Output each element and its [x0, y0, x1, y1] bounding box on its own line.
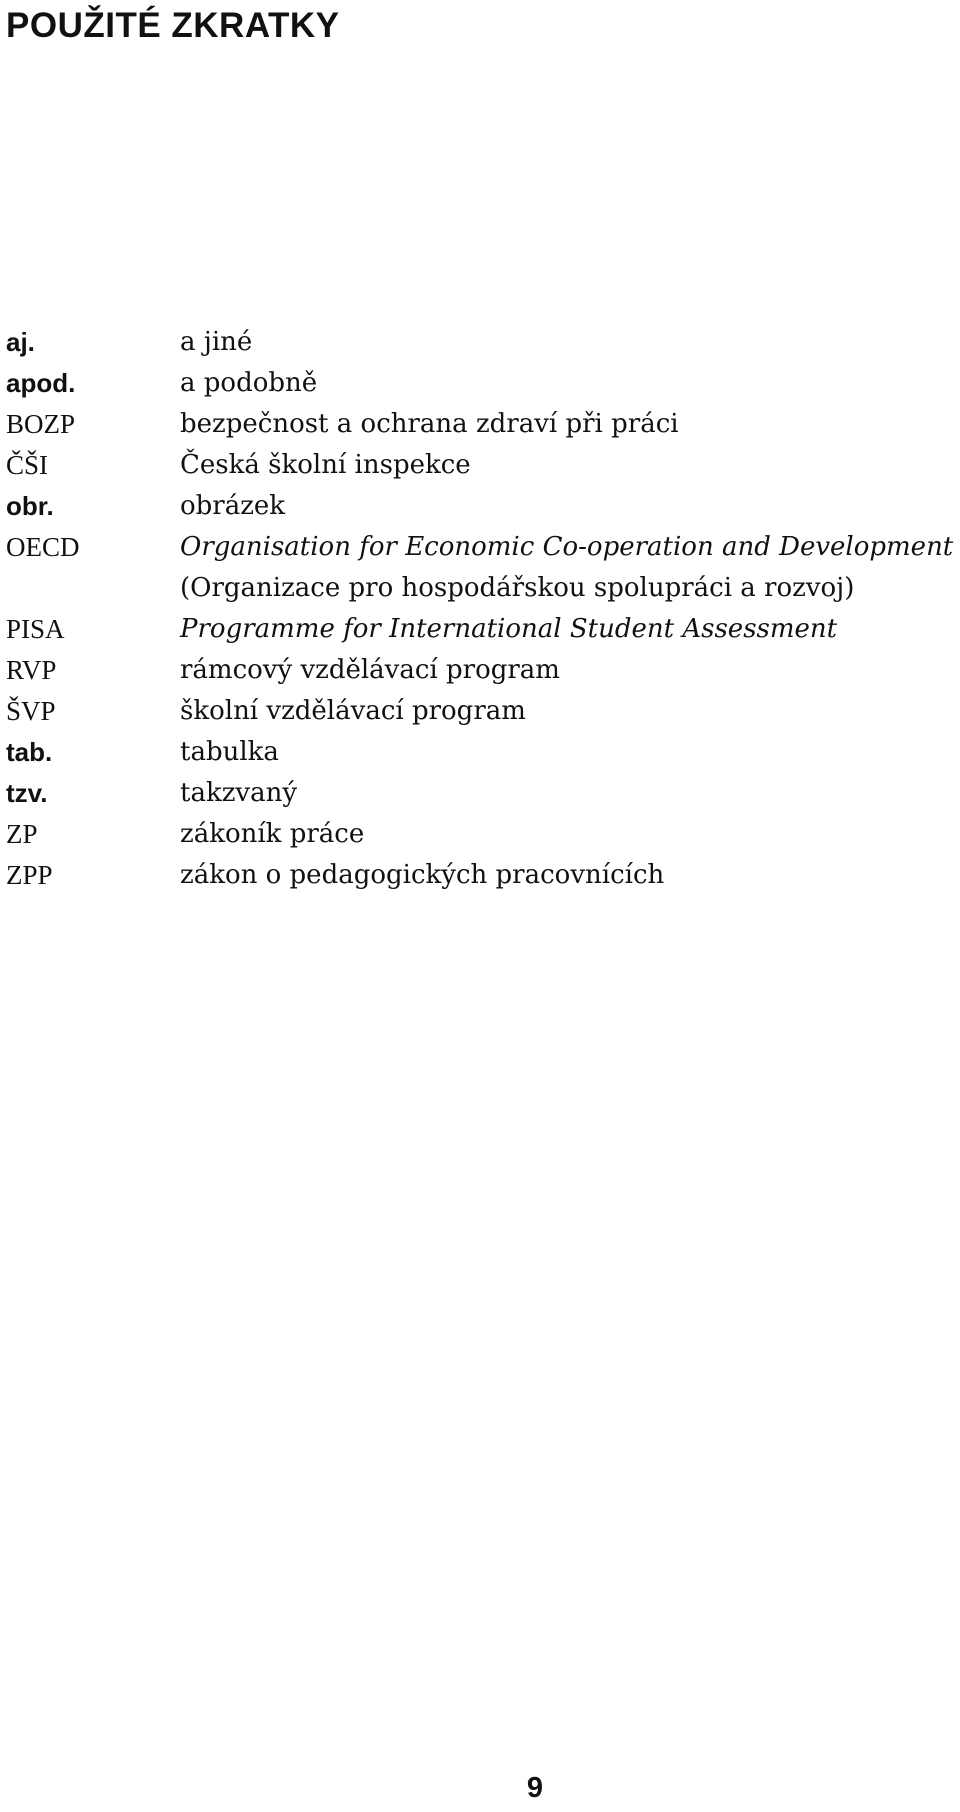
page-title: POUŽITÉ ZKRATKY: [6, 6, 340, 45]
abbreviation-meaning: zákon o pedagogických pracovnících: [180, 860, 665, 890]
abbreviation-meaning: bezpečnost a ochrana zdraví při práci: [180, 409, 679, 439]
abbreviation-meaning: Česká školní inspekce: [180, 450, 471, 480]
abbreviation: BOZP: [6, 409, 76, 439]
abbreviation-meaning: obrázek: [180, 491, 286, 521]
abbreviation-row: [6, 445, 956, 486]
abbreviation: apod.: [6, 368, 76, 398]
abbreviation-meaning: Programme for International Student Assessment: [180, 614, 838, 644]
abbreviation-meaning: zákoník práce: [180, 819, 365, 849]
abbreviation-row: [6, 650, 956, 691]
abbreviation-row: [6, 814, 956, 855]
abbreviation-row: [6, 609, 956, 650]
abbreviation: tzv.: [6, 778, 48, 808]
abbreviation: PISA: [6, 614, 65, 644]
abbreviation-row: [6, 404, 956, 445]
abbreviation-row: [6, 773, 956, 814]
abbreviation-row: [6, 486, 956, 527]
abbreviation-meaning: takzvaný: [180, 778, 298, 808]
abbreviation-row: [6, 691, 956, 732]
abbreviation-list: [6, 322, 956, 896]
abbreviation-row: [6, 732, 956, 773]
abbreviation-meaning: tabulka: [180, 737, 279, 767]
abbreviation: ZP: [6, 819, 38, 849]
abbreviation-meaning: školní vzdělávací program: [180, 696, 526, 726]
meaning-line-english: Organisation for Economic Co-operation and Development: [180, 532, 954, 562]
abbreviation-row: [6, 527, 956, 609]
abbreviation: aj.: [6, 327, 35, 357]
abbreviation-meaning: a jiné: [180, 327, 253, 357]
abbreviation-meaning: [180, 527, 953, 609]
meaning-line-czech: (Organizace pro hospodářskou spolupráci a rozvoj): [180, 573, 855, 603]
abbreviation: OECD: [6, 532, 80, 562]
abbreviation: ŠVP: [6, 696, 56, 726]
page-number: 9: [526, 1772, 544, 1804]
abbreviation-meaning: rámcový vzdělávací program: [180, 655, 560, 685]
abbreviation: ČŠI: [6, 450, 49, 480]
abbreviation-meaning: a podobně: [180, 368, 318, 398]
abbreviation-row: [6, 855, 956, 896]
abbreviation: obr.: [6, 491, 54, 521]
abbreviation: RVP: [6, 655, 57, 685]
abbreviation: tab.: [6, 737, 53, 767]
abbreviation: ZPP: [6, 860, 53, 890]
abbreviation-row: [6, 322, 956, 363]
abbreviation-row: [6, 363, 956, 404]
